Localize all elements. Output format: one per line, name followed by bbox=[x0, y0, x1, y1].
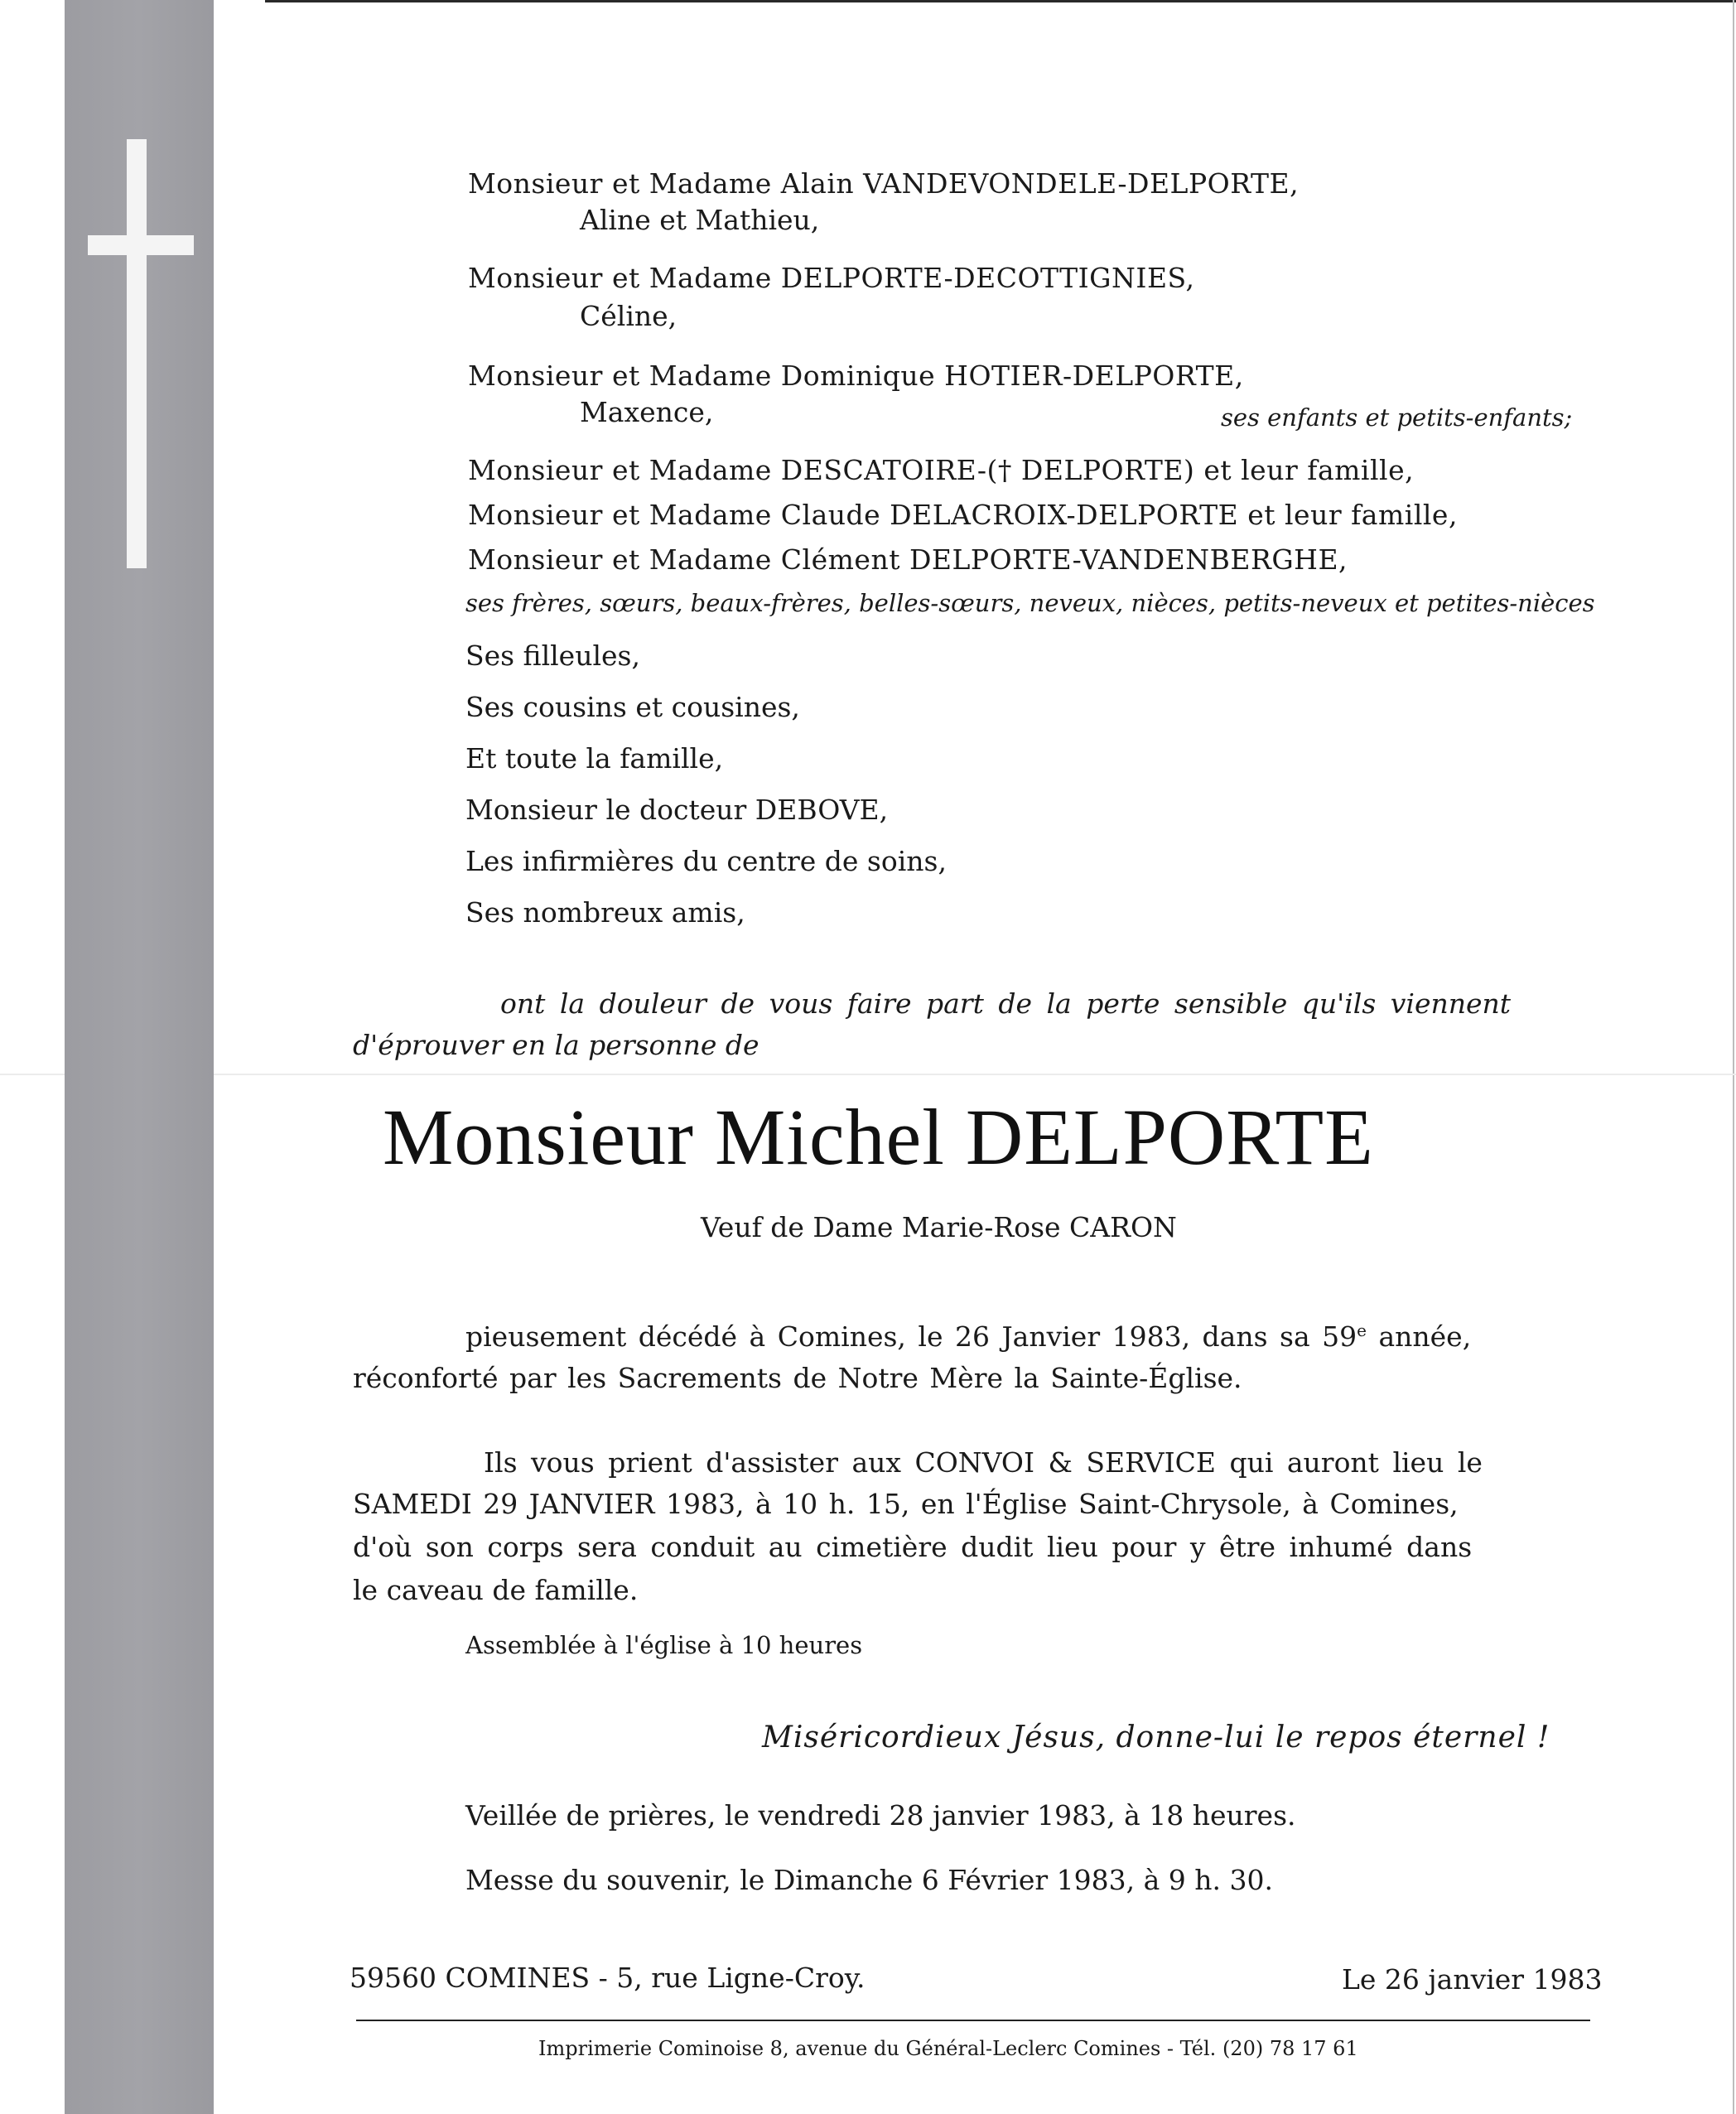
deceased-name: Monsieur Michel DELPORTE bbox=[383, 1093, 1374, 1181]
service-line: le caveau de famille. bbox=[353, 1574, 639, 1606]
service-line: Ils vous prient d'assister aux CONVOI & SERVICE qui auront lieu le bbox=[484, 1446, 1483, 1479]
family-children: Maxence, bbox=[580, 396, 714, 428]
sibling-line: Monsieur et Madame DESCATOIRE-(† DELPORTE) et leur famille, bbox=[468, 454, 1415, 486]
family-line: Monsieur et Madame Dominique HOTIER-DELPORTE, bbox=[468, 360, 1244, 392]
mass-line: Messe du souvenir, le Dimanche 6 Février 1983, à 9 h. 30. bbox=[465, 1864, 1273, 1896]
paper-fold-line bbox=[0, 1074, 1736, 1075]
widower-line: Veuf de Dame Marie-Rose CARON bbox=[701, 1211, 1177, 1243]
prayer-line: Miséricordieux Jésus, donne-lui le repos éternel ! bbox=[762, 1721, 1550, 1754]
mourner-line: Ses cousins et cousines, bbox=[465, 691, 800, 723]
service-line: SAMEDI 29 JANVIER 1983, à 10 h. 15, en l'Église Saint-Chrysole, à Comines, bbox=[353, 1488, 1459, 1520]
mourner-line: Les infirmières du centre de soins, bbox=[465, 845, 947, 877]
printer-line: Imprimerie Cominoise 8, avenue du Général-Leclerc Comines - Tél. (20) 78 17 61 bbox=[538, 2037, 1358, 2060]
announcement-line: ont la douleur de vous faire part de la perte sensible qu'ils viennent bbox=[500, 987, 1512, 1020]
sibling-line: Monsieur et Madame Claude DELACROIX-DELPORTE et leur famille, bbox=[468, 499, 1458, 531]
mourner-line: Ses nombreux amis, bbox=[465, 896, 745, 929]
family-children: Aline et Mathieu, bbox=[580, 204, 820, 236]
mourner-line: Ses filleules, bbox=[465, 640, 640, 672]
mourner-line: Et toute la famille, bbox=[465, 742, 724, 775]
siblings-note: ses frères, sœurs, beaux-frères, belles-sœurs, neveux, nièces, petits-neveux et petites-nièces bbox=[465, 589, 1595, 617]
sibling-line: Monsieur et Madame Clément DELPORTE-VANDENBERGHE, bbox=[468, 543, 1348, 576]
cross-icon bbox=[127, 139, 147, 568]
right-edge-line bbox=[1733, 0, 1734, 2114]
family-children: Céline, bbox=[580, 300, 678, 332]
family-line: Monsieur et Madame DELPORTE-DECOTTIGNIES, bbox=[468, 262, 1195, 294]
announcement-line: d'éprouver en la personne de bbox=[353, 1029, 760, 1061]
assembly-line: Assemblée à l'église à 10 heures bbox=[465, 1631, 863, 1659]
vigil-line: Veillée de prières, le vendredi 28 janvier 1983, à 18 heures. bbox=[465, 1799, 1296, 1832]
service-line: d'où son corps sera conduit au cimetière dudit lieu pour y être inhumé dans bbox=[353, 1531, 1473, 1563]
death-line: pieusement décédé à Comines, le 26 Janvier 1983, dans sa 59e année, bbox=[465, 1320, 1472, 1353]
family-line: Monsieur et Madame Alain VANDEVONDELE-DELPORTE, bbox=[468, 167, 1300, 200]
date-line: Le 26 janvier 1983 bbox=[1342, 1963, 1603, 1996]
footer-rule bbox=[356, 2020, 1590, 2021]
cross-icon-bar bbox=[88, 235, 194, 255]
address-line: 59560 COMINES - 5, rue Ligne-Croy. bbox=[350, 1962, 866, 1994]
families-note: ses enfants et petits-enfants; bbox=[1221, 403, 1573, 432]
sacraments-line: réconforté par les Sacrements de Notre Mère la Sainte-Église. bbox=[353, 1362, 1242, 1394]
mourner-line: Monsieur le docteur DEBOVE, bbox=[465, 794, 889, 826]
top-border-line bbox=[265, 0, 1736, 2]
